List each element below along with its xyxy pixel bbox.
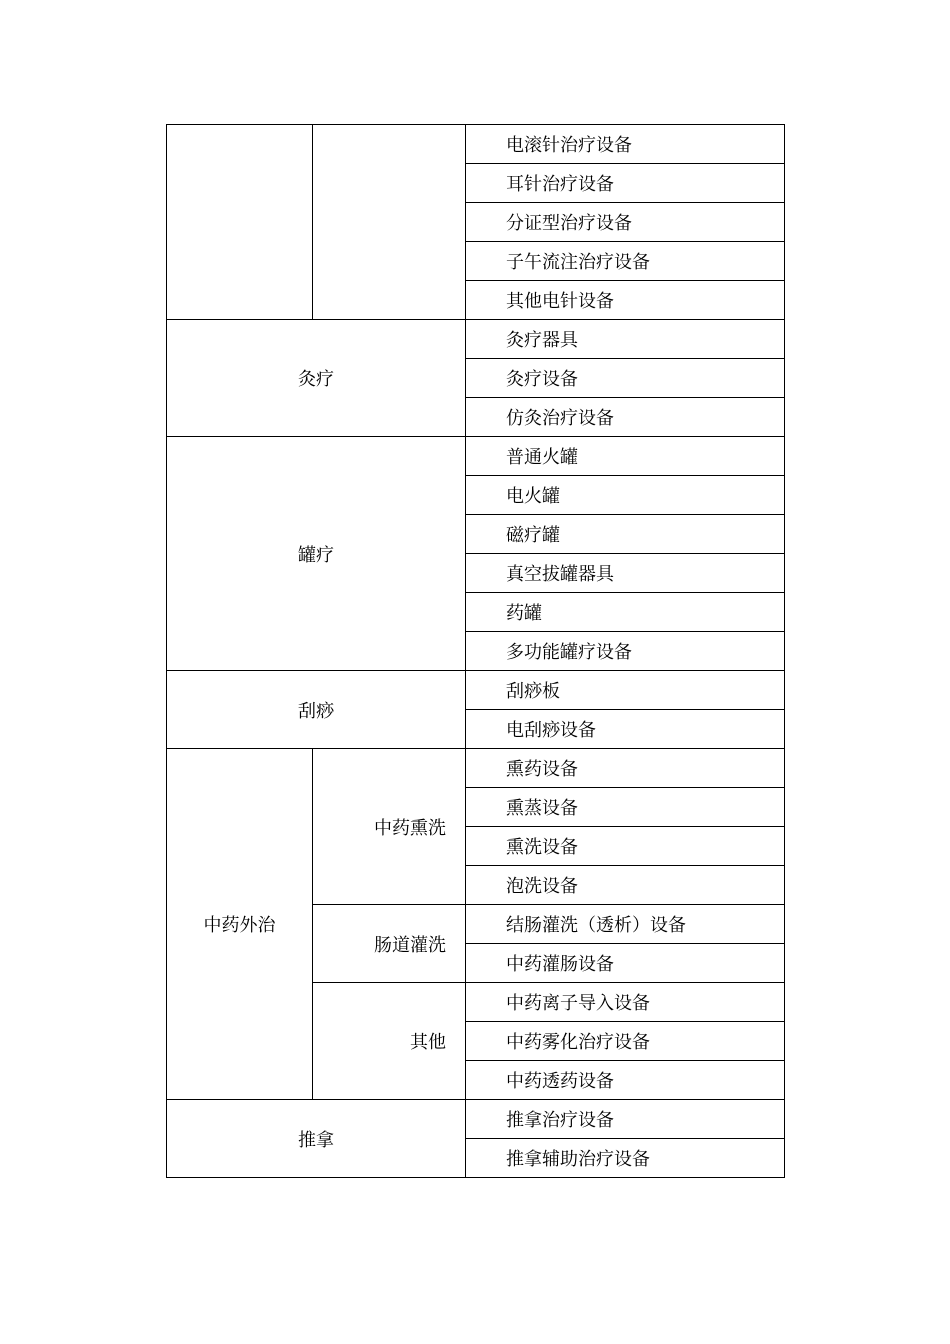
- device-item: 中药雾化治疗设备: [466, 1022, 785, 1061]
- device-item: 分证型治疗设备: [466, 203, 785, 242]
- device-item: 其他电针设备: [466, 281, 785, 320]
- category-herbal-external: 中药外治: [167, 749, 313, 1100]
- device-item: 中药离子导入设备: [466, 983, 785, 1022]
- subcategory-other: 其他: [313, 983, 466, 1100]
- category-moxibustion: 灸疗: [167, 320, 466, 437]
- device-item: 熏蒸设备: [466, 788, 785, 827]
- device-item: 推拿辅助治疗设备: [466, 1139, 785, 1178]
- device-item: 子午流注治疗设备: [466, 242, 785, 281]
- empty-category-cell: [167, 125, 313, 320]
- device-item: 结肠灌洗（透析）设备: [466, 905, 785, 944]
- device-item: 灸疗设备: [466, 359, 785, 398]
- device-item: 电刮痧设备: [466, 710, 785, 749]
- device-item: 药罐: [466, 593, 785, 632]
- empty-subcategory-cell: [313, 125, 466, 320]
- device-item: 真空拔罐器具: [466, 554, 785, 593]
- device-item: 普通火罐: [466, 437, 785, 476]
- category-scraping: 刮痧: [167, 671, 466, 749]
- table-row: [167, 1100, 785, 1139]
- device-item: 耳针治疗设备: [466, 164, 785, 203]
- category-massage: 推拿: [167, 1100, 466, 1178]
- device-item: 泡洗设备: [466, 866, 785, 905]
- table-row: [167, 749, 785, 788]
- device-item: 熏药设备: [466, 749, 785, 788]
- device-item: 中药灌肠设备: [466, 944, 785, 983]
- table-row: [167, 320, 785, 359]
- device-item: 灸疗器具: [466, 320, 785, 359]
- device-item: 磁疗罐: [466, 515, 785, 554]
- device-item: 中药透药设备: [466, 1061, 785, 1100]
- device-item: 仿灸治疗设备: [466, 398, 785, 437]
- subcategory-colon-irrigation: 肠道灌洗: [313, 905, 466, 983]
- device-item: 熏洗设备: [466, 827, 785, 866]
- device-item: 多功能罐疗设备: [466, 632, 785, 671]
- device-item: 刮痧板: [466, 671, 785, 710]
- device-item: 电火罐: [466, 476, 785, 515]
- subcategory-herbal-fumigation: 中药熏洗: [313, 749, 466, 905]
- device-item: 电滚针治疗设备: [466, 125, 785, 164]
- device-item: 推拿治疗设备: [466, 1100, 785, 1139]
- device-category-table: [166, 124, 785, 1178]
- table-row: [167, 437, 785, 476]
- table-row: [167, 125, 785, 164]
- category-cupping: 罐疗: [167, 437, 466, 671]
- table-row: [167, 671, 785, 710]
